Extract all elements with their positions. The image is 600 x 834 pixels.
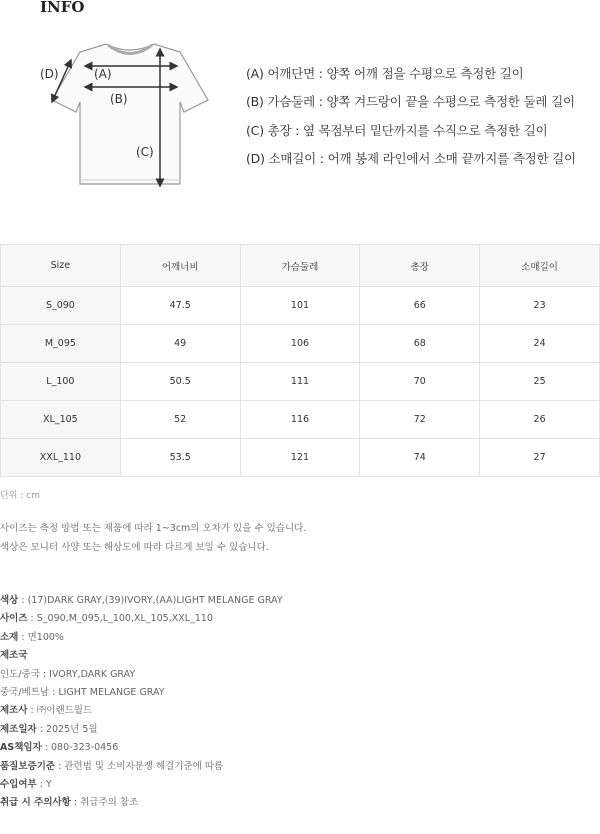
info-label: 색상 [0, 595, 19, 606]
info-row-origin-detail-1 [0, 666, 283, 684]
cell-chest: 106 [240, 325, 360, 363]
table-row [1, 401, 600, 439]
table-row [1, 287, 600, 325]
tshirt-measurement-diagram [30, 32, 230, 202]
cell-chest: 116 [240, 401, 360, 439]
info-value: : (17)DARK GRAY,(39)IVORY,(AA)LIGHT MELANGE GRAY [18, 595, 283, 606]
info-value: : 면100% [18, 631, 64, 643]
table-row [1, 363, 600, 401]
cell-size: M_095 [1, 325, 121, 363]
info-value: : ㈜이랜드월드 [27, 705, 93, 717]
info-value: : 취급주의 참조 [70, 797, 139, 809]
cell-sleeve: 23 [480, 287, 600, 325]
info-row-origin-detail-2 [0, 684, 283, 702]
cell-length: 66 [360, 287, 480, 325]
cell-sleeve: 27 [480, 439, 600, 477]
label-d: (D) [40, 67, 59, 81]
cell-shoulder: 47.5 [120, 287, 240, 325]
info-label: 사이즈 [0, 613, 28, 625]
cell-shoulder: 49 [120, 325, 240, 363]
info-row-quality-standard [0, 758, 283, 776]
cell-size: S_090 [1, 287, 121, 325]
product-info [0, 592, 283, 813]
info-value: : S_090,M_095,L_100,XL_105,XXL_110 [27, 613, 213, 625]
table-header-row [1, 245, 600, 287]
info-value: 중국/베트남 : LIGHT MELANGE GRAY [0, 686, 165, 698]
label-b: (B) [110, 92, 128, 106]
page-title: INFO [40, 0, 85, 16]
cell-length: 74 [360, 439, 480, 477]
info-row-size [0, 610, 283, 628]
cell-shoulder: 50.5 [120, 363, 240, 401]
header-length: 총장 [360, 245, 480, 287]
info-label: 제조사 [0, 705, 28, 717]
header-chest: 가슴둘레 [240, 245, 360, 287]
info-label: 제조국 [0, 650, 28, 662]
cell-chest: 111 [240, 363, 360, 401]
note-color-display: 색상은 모니터 사양 또는 해상도에 따라 다르게 보일 수 있습니다. [0, 542, 269, 553]
label-c: (C) [136, 145, 154, 159]
info-row-care [0, 794, 283, 812]
info-label: 수입여부 [0, 778, 37, 790]
measurement-definitions [246, 66, 576, 180]
header-shoulder: 어깨너비 [120, 245, 240, 287]
cell-chest: 121 [240, 439, 360, 477]
unit-note: 단위 : cm [0, 491, 40, 501]
info-row-material [0, 629, 283, 647]
cell-sleeve: 25 [480, 363, 600, 401]
info-value: : 2025년 5월 [36, 723, 98, 735]
definition-b: (B) 가슴둘레 : 양쪽 겨드랑이 끝을 수평으로 측정한 둘레 길이 [246, 94, 575, 110]
info-label: 취급 시 주의사항 [0, 797, 71, 809]
header-sleeve: 소매길이 [480, 245, 600, 287]
cell-chest: 101 [240, 287, 360, 325]
cell-length: 70 [360, 363, 480, 401]
table-row [1, 439, 600, 477]
info-row-color [0, 592, 283, 610]
table-row [1, 325, 600, 363]
definition-d: (D) 소매길이 : 어깨 봉제 라인에서 소매 끝까지를 측정한 길이 [246, 151, 576, 167]
header-size: Size [1, 245, 121, 287]
cell-size: XXL_110 [1, 439, 121, 477]
info-row-manufacturer [0, 702, 283, 720]
label-a: (A) [94, 67, 112, 81]
note-size-tolerance: 사이즈는 측정 방법 또는 제품에 따라 1~3cm의 오차가 있을 수 있습니다. [0, 523, 307, 534]
cell-length: 68 [360, 325, 480, 363]
definition-a: (A) 어깨단면 : 양쪽 어깨 점을 수평으로 측정한 길이 [246, 66, 524, 81]
info-value: : 관련법 및 소비자분쟁 해결기준에 따름 [55, 760, 224, 772]
cell-length: 72 [360, 401, 480, 439]
cell-sleeve: 26 [480, 401, 600, 439]
info-value: 인도/중국 : IVORY,DARK GRAY [0, 668, 136, 680]
size-table [0, 244, 600, 477]
info-label: 소재 [0, 631, 19, 643]
cell-size: L_100 [1, 363, 121, 401]
cell-sleeve: 24 [480, 325, 600, 363]
info-label: AS책임자 [0, 742, 42, 754]
cell-shoulder: 53.5 [120, 439, 240, 477]
info-row-manufacture-date [0, 721, 283, 739]
info-row-origin [0, 647, 283, 665]
info-value: : 080-323-0456 [41, 742, 119, 754]
info-label: 품질보증기준 [0, 760, 56, 772]
notes [0, 519, 306, 557]
cell-size: XL_105 [1, 401, 121, 439]
cell-shoulder: 52 [120, 401, 240, 439]
info-row-import [0, 776, 283, 794]
info-value: : Y [36, 778, 52, 790]
info-label: 제조일자 [0, 723, 37, 735]
definition-c: (C) 총장 : 옆 목점부터 밑단까지를 수직으로 측정한 길이 [246, 122, 548, 138]
info-row-as-contact [0, 739, 283, 757]
